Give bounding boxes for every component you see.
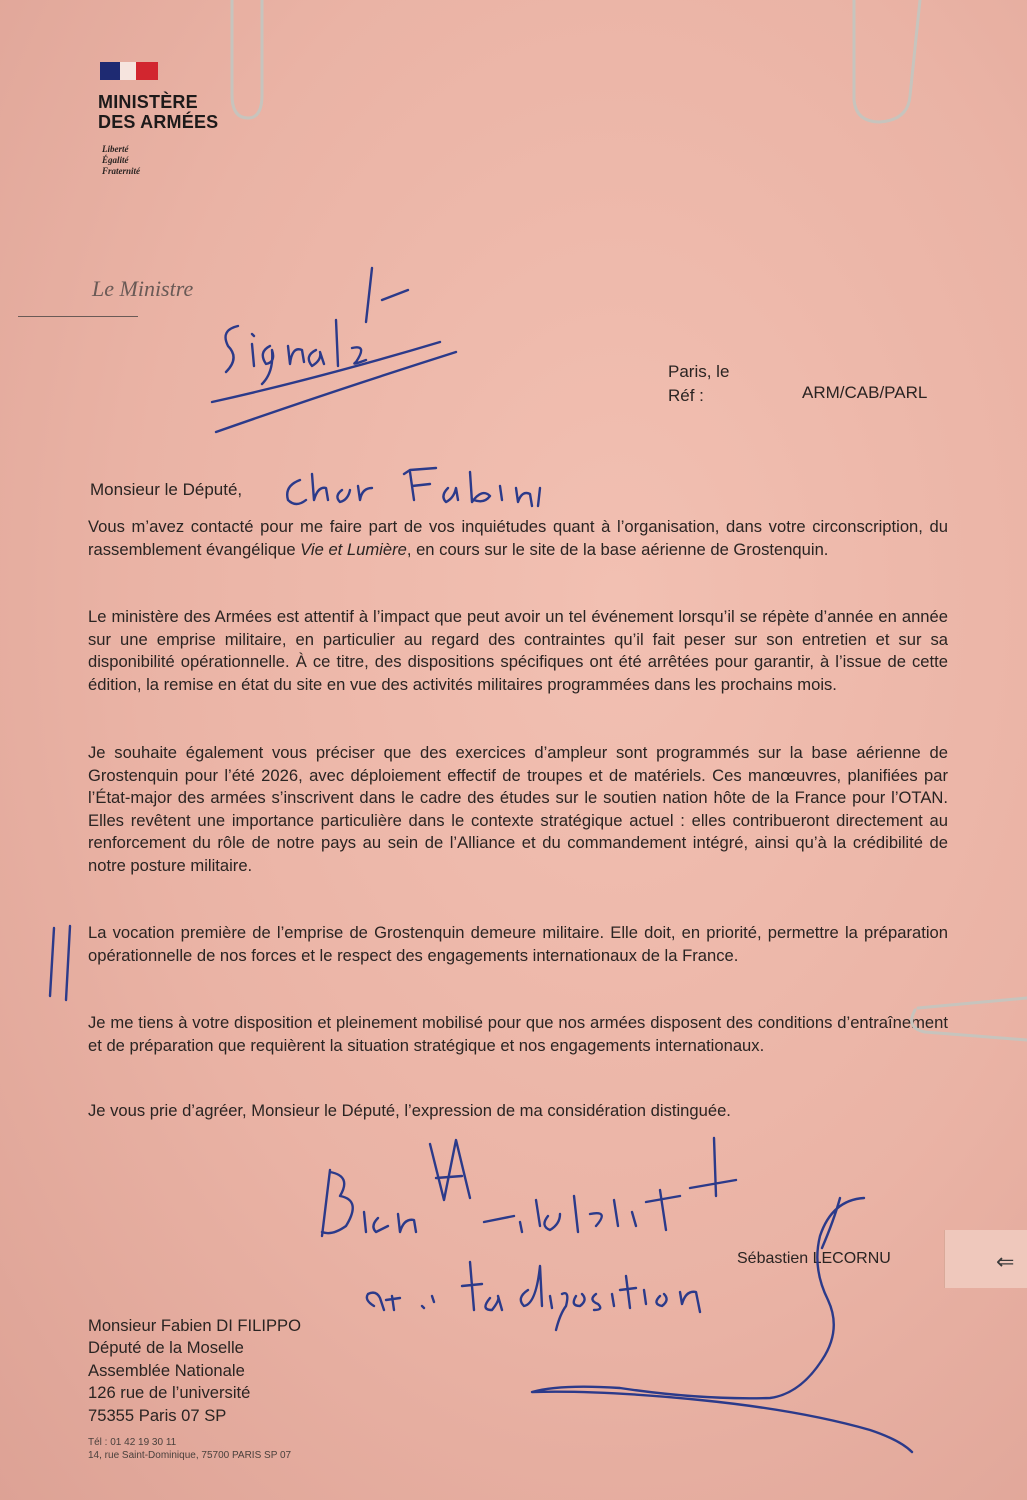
recipient-name: Monsieur Fabien DI FILIPPO	[88, 1316, 302, 1335]
margin-mark-1	[50, 928, 54, 996]
paragraph-4: La vocation première de l’emprise de Grostenquin demeure militaire. Elle doit, en priorité, permettre la préparation opérationnelle de nos forces et le respect des engagements internationaux de la France.	[88, 923, 948, 965]
margin-mark-2	[66, 926, 70, 1000]
motto-liberte: Liberté	[102, 144, 129, 154]
paperclip-icon	[854, 0, 920, 122]
annotation-strike-1	[212, 342, 440, 402]
recipient-street: 126 rue de l’université	[88, 1383, 251, 1403]
greeting-handwritten	[287, 468, 540, 506]
ref-value: ARM/CAB/PARL	[802, 383, 928, 402]
recipient-role: Député de la Moselle	[88, 1338, 244, 1358]
paragraph-6: Je vous prie d’agréer, Monsieur le Député, l’expression de ma considération distinguée.	[88, 1101, 731, 1120]
paragraph-3: Je souhaite également vous préciser que des exercices d’ampleur sont programmés sur la base aérienne de Grostenquin pour l’été 2026, avec déploiement effectif de troupes et de matériels. Ces manœuvres, planifiées par l’État-major des armées s’inscrivent dans le cadre des études sur le soutien nation hôte de la France pour l’OTAN. Elles revêtent une importance particulière dans le contexte stratégique actuel : elles contribueront directement au renforcement du rôle de notre pays au sein de l’Alliance et du commandement intégré, ainsi qu’à la crédibilité de notre posture militaire.	[88, 743, 948, 875]
paperclip-icon	[912, 998, 1027, 1040]
place-date: Paris, le	[668, 362, 730, 381]
signer-name: Sébastien LECORNU	[737, 1250, 891, 1267]
signature	[532, 1198, 912, 1452]
ref-label: Réf :	[668, 386, 704, 405]
ministry-line1: MINISTÈRE	[98, 92, 198, 112]
ministry-line2: DES ARMÉES	[98, 112, 219, 132]
footer-phone: Tél : 01 42 19 30 11	[88, 1437, 177, 1448]
minister-title: Le Ministre	[92, 276, 194, 301]
salutation: Monsieur le Député,	[90, 480, 243, 499]
annotation-accent	[366, 268, 408, 322]
annotation-signale	[226, 320, 366, 384]
paragraph-5: Je me tiens à votre disposition et pleinement mobilisé pour que nos armées disposent des conditions d’entraînement et de préparation que requièrent la situation stratégique et nos engagements internationaux.	[88, 1013, 948, 1055]
footer-address: 14, rue Saint-Dominique, 75700 PARIS SP 07	[88, 1450, 292, 1461]
paragraph-2: Le ministère des Armées est attentif à l’impact que peut avoir un tel événement lorsqu’il se répète d’année en année sur une emprise militaire, en particulier au regard des contraintes qu’il fait peser sur son entretien et sur sa disponibilité opérationnelle. À ce titre, des dispositions spécifiques ont été arrêtées pour garantir, à l’issue de cette édition, la remise en état du site en vue des activités militaires programmées dans les prochains mois.	[88, 607, 948, 694]
p1-text-a: Vous m’avez contacté pour me faire part de vos inquiétudes quant à l’organisation, dans votre circonscription, du rassemblement évangélique	[88, 517, 948, 559]
recipient-city: 75355 Paris 07 SP	[88, 1405, 227, 1425]
event-name: Vie et Lumière	[300, 539, 407, 559]
motto-egalite: Égalité	[102, 155, 129, 165]
paperclip-icon	[232, 0, 262, 118]
closing-line-2	[367, 1262, 700, 1330]
motto-fraternite: Fraternité	[102, 166, 141, 176]
closing-line-1	[322, 1138, 736, 1236]
recipient-institution: Assemblée Nationale	[88, 1360, 245, 1380]
p1-text-b: , en cours sur le site de la base aérienne de Grostenquin.	[406, 539, 829, 559]
arrow-left-icon: ⇐	[996, 1250, 1015, 1275]
